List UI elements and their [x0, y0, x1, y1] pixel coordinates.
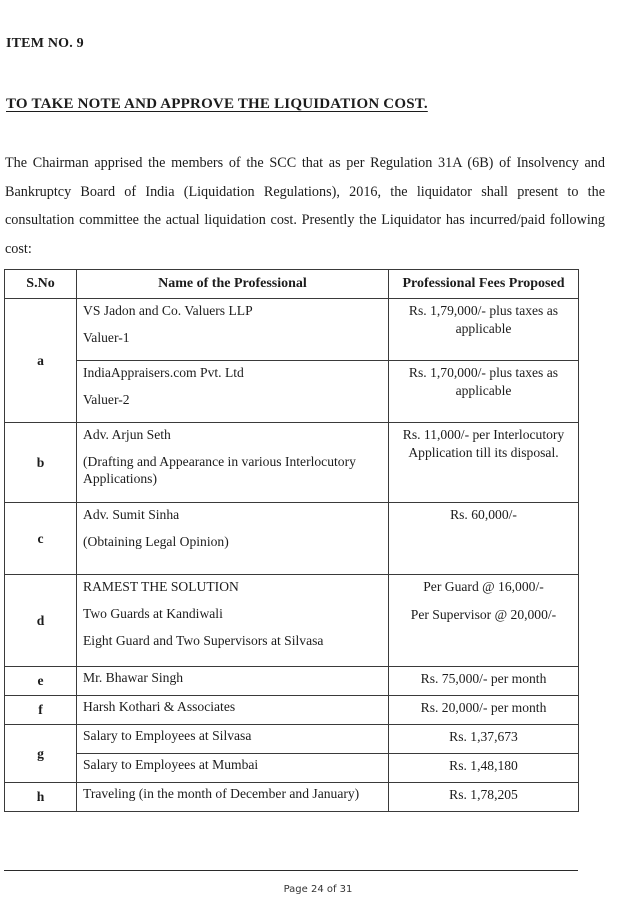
fee-cell: Rs. 1,37,673: [389, 725, 579, 754]
table-row: [5, 667, 579, 696]
header-sno: S.No: [5, 270, 77, 299]
professional-name-cell: Mr. Bhawar Singh: [77, 667, 389, 696]
professional-name-cell: [77, 423, 389, 503]
fee-cell: Rs. 1,78,205: [389, 783, 579, 812]
professional-name-cell: [77, 299, 389, 361]
fee-cell: Rs. 60,000/-: [389, 503, 579, 575]
guard-detail-kandiwali: Two Guards at Kandiwali: [83, 606, 223, 621]
page-number: Page 24 of 31: [283, 884, 353, 895]
fee-cell: Rs. 1,48,180: [389, 754, 579, 783]
professional-name-cell: Harsh Kothari & Associates: [77, 696, 389, 725]
professional-name: IndiaAppraisers.com Pvt. Ltd: [83, 365, 244, 380]
sno-cell: c: [5, 503, 77, 575]
table-header-row: [5, 270, 579, 299]
section-heading: TO TAKE NOTE AND APPROVE THE LIQUIDATION COST.: [6, 96, 428, 112]
professional-role: (Drafting and Appearance in various Interlocutory Applications): [83, 454, 356, 486]
sno-cell: b: [5, 423, 77, 503]
fee-per-supervisor: Per Supervisor @ 20,000/-: [410, 607, 557, 622]
professional-name: Adv. Sumit Sinha: [83, 507, 180, 522]
table-row: [5, 725, 579, 754]
guard-detail-silvasa: Eight Guard and Two Supervisors at Silvasa: [83, 633, 324, 648]
table-row: [5, 754, 579, 783]
professional-name: VS Jadon and Co. Valuers LLP: [83, 303, 253, 318]
sno-cell: g: [5, 725, 77, 783]
table-row: [5, 783, 579, 812]
sno-cell: e: [5, 667, 77, 696]
table-row: [5, 503, 579, 575]
table-row: [5, 423, 579, 503]
table-row: [5, 575, 579, 667]
header-professional-name: Name of the Professional: [77, 270, 389, 299]
liquidation-cost-table: [4, 269, 579, 812]
header-fees: Professional Fees Proposed: [389, 270, 579, 299]
professional-name-cell: Salary to Employees at Mumbai: [77, 754, 389, 783]
professional-role: Valuer-2: [83, 392, 130, 407]
professional-name-cell: Salary to Employees at Silvasa: [77, 725, 389, 754]
professional-role: Valuer-1: [83, 330, 130, 345]
fee-cell: Rs. 1,79,000/- plus taxes as applicable: [389, 299, 579, 361]
sno-cell: a: [5, 299, 77, 423]
footer-divider: [4, 870, 578, 871]
professional-name-cell: Traveling (in the month of December and January): [77, 783, 389, 812]
table-row: [5, 696, 579, 725]
fee-cell: Rs. 11,000/- per Interlocutory Application till its disposal.: [389, 423, 579, 503]
body-paragraph: The Chairman apprised the members of the SCC that as per Regulation 31A (6B) of Insolvency and Bankruptcy Board of India (Liquidation Regulations), 2016, the liquidator shall present to the consultation committee the actual liquidation cost. Presently the Liquidator has incurred/paid following cost:: [5, 155, 605, 257]
sno-cell: d: [5, 575, 77, 667]
professional-name-cell: [77, 575, 389, 667]
sno-cell: h: [5, 783, 77, 812]
professional-name-cell: [77, 361, 389, 423]
sno-cell: f: [5, 696, 77, 725]
professional-name: Adv. Arjun Seth: [83, 427, 171, 442]
professional-name-cell: [77, 503, 389, 575]
fee-cell: Rs. 1,70,000/- plus taxes as applicable: [389, 361, 579, 423]
item-number: ITEM NO. 9: [6, 36, 84, 51]
professional-name: RAMEST THE SOLUTION: [83, 579, 239, 594]
fee-cell: Rs. 20,000/- per month: [389, 696, 579, 725]
professional-role: (Obtaining Legal Opinion): [83, 534, 229, 549]
fee-cell: [389, 575, 579, 667]
table-row: [5, 299, 579, 361]
table-row: [5, 361, 579, 423]
fee-per-guard: Per Guard @ 16,000/-: [423, 579, 544, 594]
fee-cell: Rs. 75,000/- per month: [389, 667, 579, 696]
